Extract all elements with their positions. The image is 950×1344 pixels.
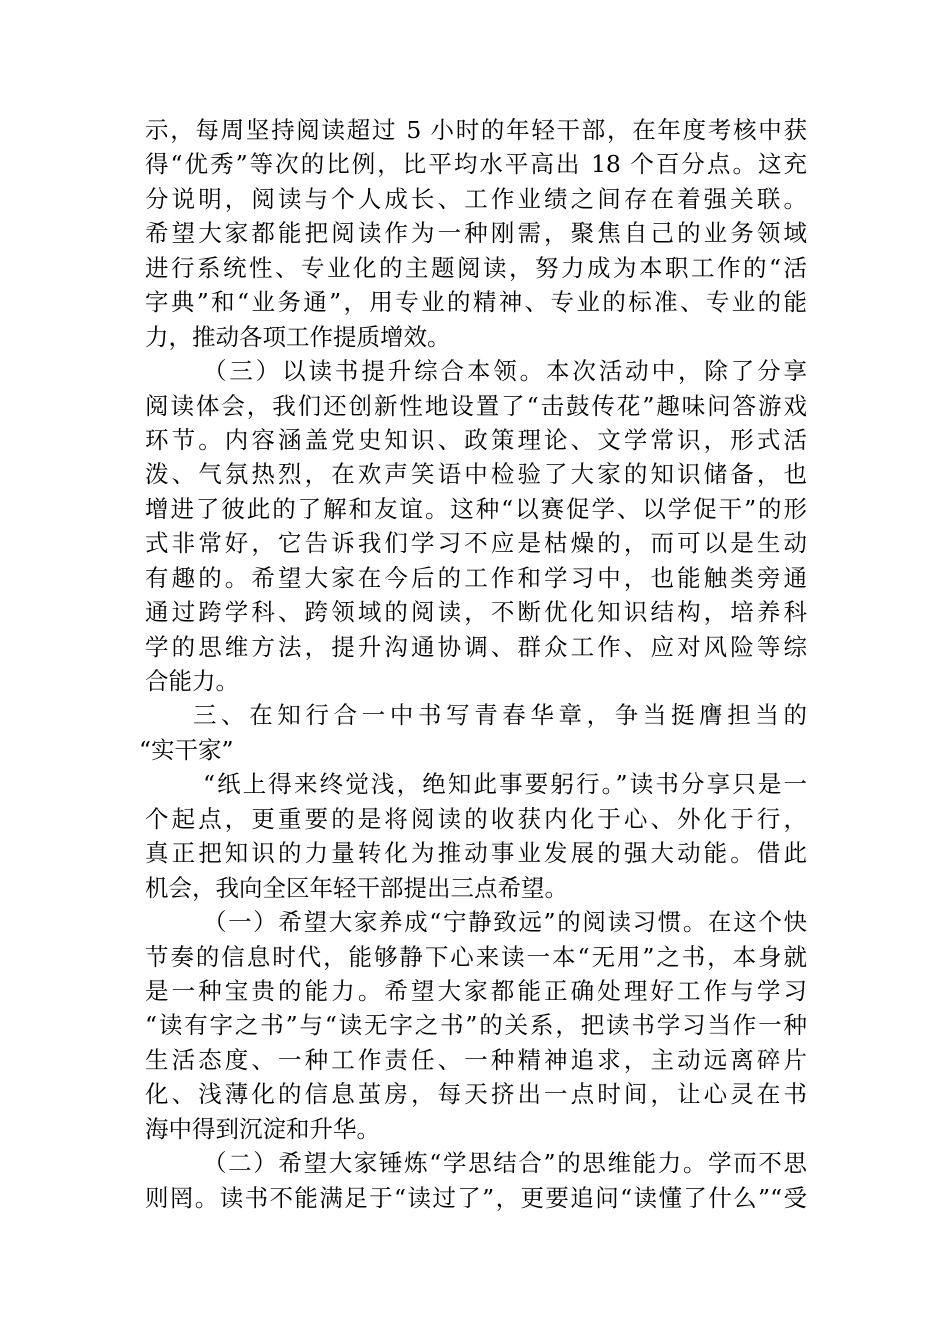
text-line: 生活态度、一种工作责任、一种精神追求，主动远离碎片: [145, 1045, 807, 1074]
text-line: 示，每周坚持阅读超过 5 小时的年轻干部，在年度考核中获: [145, 116, 807, 144]
text-line: 增进了彼此的了解和友谊。这种“以赛促学、以学促干”的形: [145, 494, 807, 523]
text-line: （一）希望大家养成“宁静致远”的阅读习惯。在这个快: [203, 908, 807, 937]
text-line: “实干家”: [139, 735, 234, 764]
text-line: “纸上得来终觉浅，绝知此事要躬行。”读书分享只是一: [203, 770, 807, 799]
paragraph: [145, 905, 807, 1146]
text-line: 阅读体会，我们还创新性地设置了“击鼓传花”趣味问答游戏: [145, 391, 807, 420]
text-line: 则罔。读书不能满足于“读过了”，更要追问“读懂了什么”“受: [145, 1183, 807, 1212]
paragraph: [145, 767, 807, 905]
text-line: 海中得到沉淀和升华。: [145, 1114, 380, 1143]
text-line: 泼、气氛热烈，在欢声笑语中检验了大家的知识储备，也: [145, 460, 807, 489]
text-line: 进行系统性、专业化的主题阅读，努力成为本职工作的“活: [145, 253, 807, 282]
paragraph: [145, 1146, 807, 1215]
text-line: 环节。内容涵盖党史知识、政策理论、文学常识，形式活: [145, 425, 807, 454]
section-heading: [139, 698, 807, 767]
text-line: 学的思维方法，提升沟通协调、群众工作、应对风险等综: [145, 632, 807, 661]
text-line: 节奏的信息时代，能够静下心来读一本“无用”之书，本身就: [145, 942, 807, 971]
text-line: “读有字之书”与“读无字之书”的关系，把读书学习当作一种: [145, 1011, 807, 1040]
paragraph: [145, 354, 807, 698]
text-line: 合能力。: [145, 667, 239, 695]
text-line: 通过跨学科、跨领域的阅读，不断优化知识结构，培养科: [145, 598, 807, 627]
document-page: [139, 113, 807, 1215]
text-line: 字典”和“业务通”，用专业的精神、专业的标准、专业的能: [145, 288, 807, 317]
text-line: 希望大家都能把阅读作为一种刚需，聚焦自己的业务领域: [145, 219, 807, 248]
text-line: 机会，我向全区年轻干部提出三点希望。: [145, 873, 568, 902]
text-line: 力，推动各项工作提质增效。: [145, 322, 451, 351]
text-line: 式非常好，它告诉我们学习不应是枯燥的，而可以是生动: [145, 529, 807, 558]
text-line: 有趣的。希望大家在今后的工作和学习中，也能触类旁通: [145, 563, 807, 592]
paragraph: [145, 113, 807, 354]
text-line: 真正把知识的力量转化为推动事业发展的强大动能。借此: [145, 839, 807, 868]
text-line: 个起点，更重要的是将阅读的收获内化于心、外化于行，: [145, 804, 807, 833]
text-line: 是一种宝贵的能力。希望大家都能正确处理好工作与学习: [145, 976, 807, 1005]
text-line: （二）希望大家锤炼“学思结合”的思维能力。学而不思: [203, 1149, 807, 1178]
text-line: 得“优秀”等次的比例，比平均水平高出 18 个百分点。这充: [145, 150, 807, 179]
text-line: 三、在知行合一中书写青春华章，争当挺膺担当的: [193, 701, 807, 730]
text-line: 化、浅薄化的信息茧房，每天挤出一点时间，让心灵在书: [145, 1080, 807, 1109]
text-line: （三）以读书提升综合本领。本次活动中，除了分享: [203, 357, 807, 386]
text-line: 分说明，阅读与个人成长、工作业绩之间存在着强关联。: [145, 184, 807, 213]
